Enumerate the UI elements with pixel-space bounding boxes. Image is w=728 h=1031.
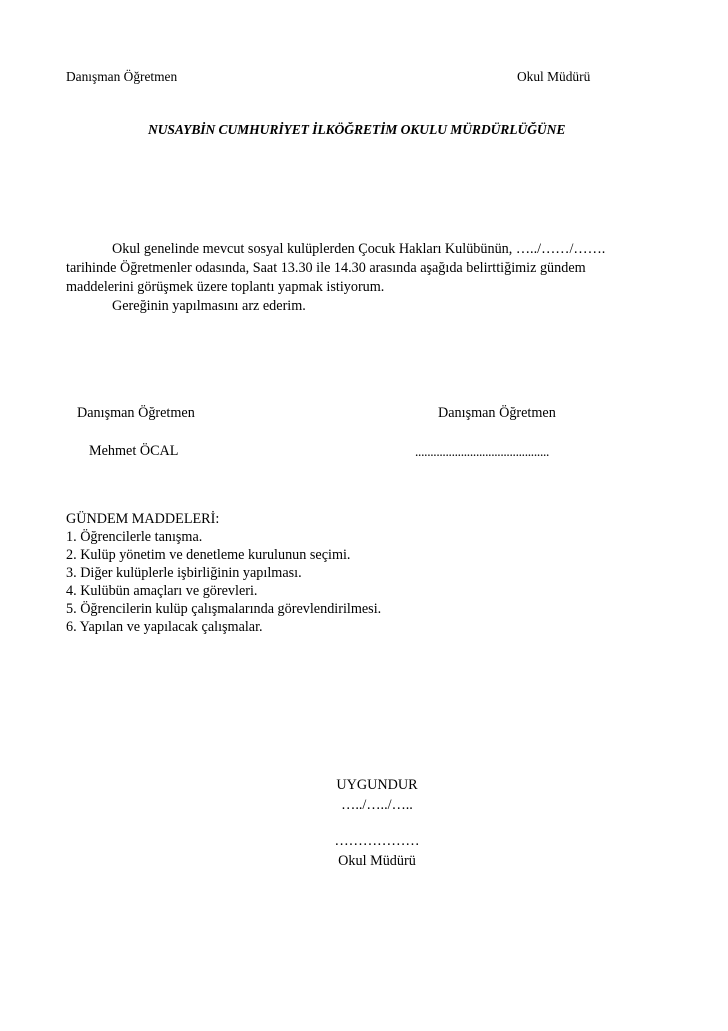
signature-right-name-placeholder: ............................................ — [415, 444, 550, 459]
header-left-label: Danışman Öğretmen — [66, 69, 178, 84]
agenda-heading: GÜNDEM MADDELERİ: — [66, 511, 220, 527]
signature-left-title: Danışman Öğretmen — [77, 405, 195, 421]
body-line-2: tarihinde Öğretmenler odasında, Saat 13.30 ile 14.30 arasında aşağıda belirttiğimiz gündem — [66, 260, 586, 276]
agenda-item: 5. Öğrencilerin kulüp çalışmalarında görevlendirilmesi. — [66, 601, 382, 617]
signature-right-title: Danışman Öğretmen — [438, 405, 556, 421]
approval-signer: Okul Müdürü — [338, 853, 416, 869]
header-right-label: Okul Müdürü — [517, 69, 591, 84]
agenda-item: 4. Kulübün amaçları ve görevleri. — [66, 583, 258, 599]
signature-left-name: Mehmet ÖCAL — [89, 443, 179, 459]
agenda-item: 2. Kulüp yönetim ve denetleme kurulunun seçimi. — [66, 547, 351, 563]
agenda-item: 6. Yapılan ve yapılacak çalışmalar. — [66, 619, 263, 635]
approval-signature-line: ……………… — [334, 833, 420, 849]
agenda-item: 3. Diğer kulüplerle işbirliğinin yapılması. — [66, 565, 302, 581]
approval-label: UYGUNDUR — [336, 777, 418, 793]
body-line-1: Okul genelinde mevcut sosyal kulüplerden Çocuk Hakları Kulübünün, …../……/……. — [112, 241, 606, 257]
agenda-section — [66, 510, 381, 636]
document-title: NUSAYBİN CUMHURİYET İLKÖĞRETİM OKULU MÜRDÜRLÜĞÜNE — [148, 122, 566, 137]
approval-block — [327, 776, 427, 870]
body-line-3: maddelerini görüşmek üzere toplantı yapmak istiyorum. — [66, 279, 385, 295]
body-line-4: Gereğinin yapılmasını arz ederim. — [112, 298, 306, 314]
agenda-item: 1. Öğrencilerle tanışma. — [66, 529, 203, 545]
body-paragraph — [66, 240, 666, 316]
approval-date: …../…../….. — [341, 797, 413, 813]
